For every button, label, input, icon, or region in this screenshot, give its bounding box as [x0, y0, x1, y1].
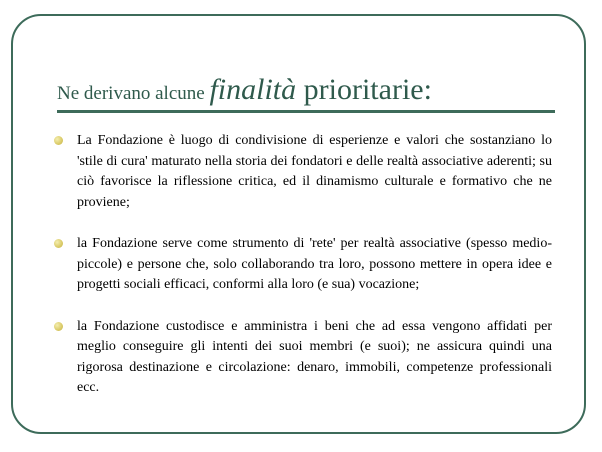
bullet-item: [54, 317, 552, 399]
bullet-dot-icon: [54, 239, 63, 248]
bullet-text: la Fondazione custodisce e amministra i beni che ad essa vengono affidati per meglio conseguire gli intenti dei suoi membri (e suoi); ne assicura quindi una rigorosa destinazione e circolazione: denaro, immobili, competenze professionali ecc.: [77, 318, 552, 395]
title-prefix: Ne derivano alcune: [57, 83, 210, 104]
bullet-list: [54, 131, 552, 420]
bullet-item: [54, 234, 552, 296]
title-divider: [57, 110, 555, 113]
bullet-item: [54, 131, 552, 213]
bullet-text: La Fondazione è luogo di condivisione di esperienze e valori che sostanziano lo 'stile di cura' maturato nella storia dei fondatori e delle realtà associative aderenti; su ciò favorisce la riflessione critica, ed il dinamismo culturale e formativo che ne proviene;: [77, 133, 552, 210]
slide-title: [57, 68, 432, 114]
title-emphasis: finalità: [209, 73, 297, 106]
bullet-dot-icon: [54, 322, 63, 331]
title-suffix: prioritarie:: [296, 73, 432, 106]
bullet-dot-icon: [54, 136, 63, 145]
bullet-text: la Fondazione serve come strumento di 'rete' per realtà associative (spesso medio-piccole) e persone che, solo collaborando tra loro, possono mettere in opera idee e progetti sociali efficaci, conformi alla loro (e sua) vocazione;: [77, 236, 552, 292]
